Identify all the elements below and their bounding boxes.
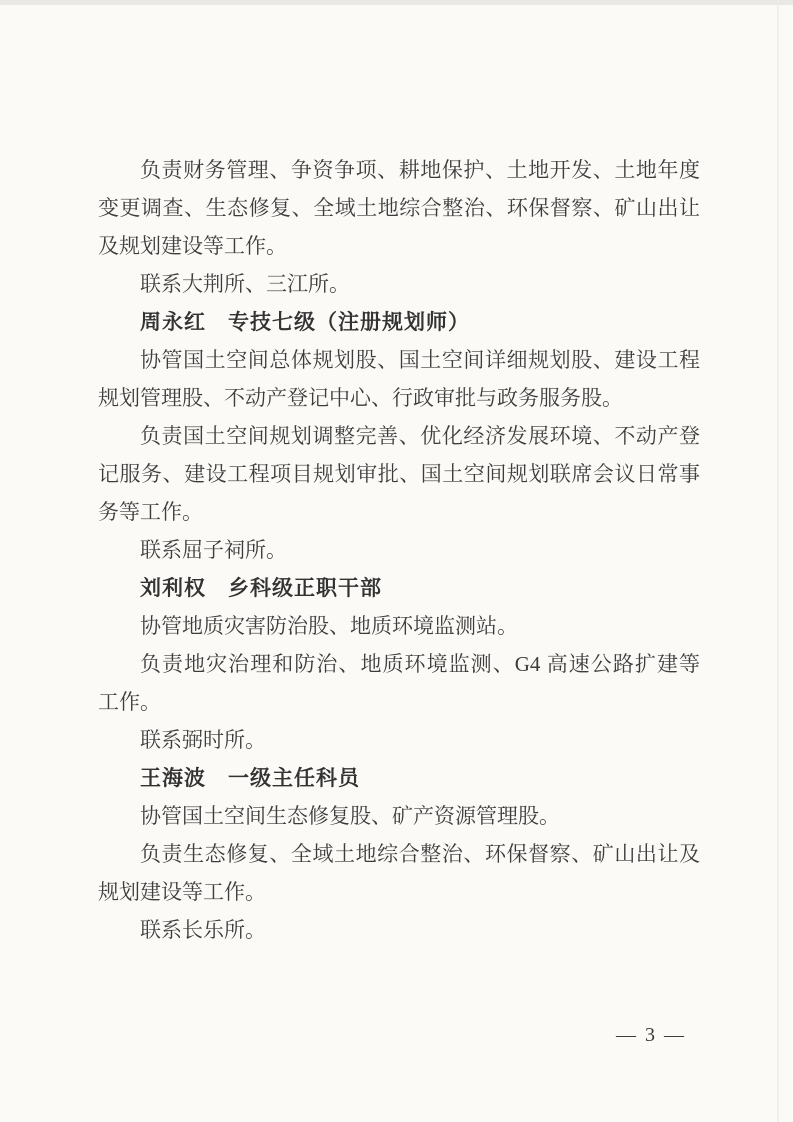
text-line: 负责生态修复、全域土地综合整治、环保督察、矿山出让及: [140, 842, 700, 866]
text-line: 协管地质灾害防治股、地质环境监测站。: [140, 614, 518, 638]
paragraph: [98, 645, 700, 721]
text-line: 协管国土空间总体规划股、国土空间详细规划股、建设工程: [140, 348, 700, 372]
text-line: 负责地灾治理和防治、地质环境监测、G4 高速公路扩建等: [140, 652, 700, 676]
text-line: 及规划建设等工作。: [98, 234, 287, 258]
paragraph: [98, 911, 700, 949]
officer-rank: 一级主任科员: [228, 766, 360, 790]
officer-name: 刘利权: [140, 576, 206, 600]
text-line: 规划建设等工作。: [98, 880, 266, 904]
officer-heading: [98, 569, 700, 607]
officer-heading: [98, 759, 700, 797]
text-line: 联系长乐所。: [140, 918, 266, 942]
officer-heading: [98, 303, 700, 341]
page-number: — 3 —: [616, 1024, 686, 1046]
paragraph: [98, 417, 700, 531]
text-line: 负责国土空间规划调整完善、优化经济发展环境、不动产登: [140, 424, 700, 448]
officer-rank: 专技七级（注册规划师）: [228, 310, 470, 334]
text-line: 工作。: [98, 690, 161, 714]
paragraph: [98, 797, 700, 835]
text-line: 联系屈子祠所。: [140, 538, 287, 562]
officer-rank: 乡科级正职干部: [228, 576, 382, 600]
scan-top-edge-artifact: [0, 0, 793, 5]
paragraph: [98, 531, 700, 569]
paragraph: [98, 265, 700, 303]
officer-name: 周永红: [140, 310, 206, 334]
paragraph: [98, 151, 700, 265]
paragraph: [98, 835, 700, 911]
officer-name: 王海波: [140, 766, 206, 790]
document-body: [98, 151, 700, 949]
scan-right-edge-artifact: [777, 0, 779, 1122]
text-line: 规划管理股、不动产登记中心、行政审批与政务服务股。: [98, 386, 623, 410]
paragraph: [98, 607, 700, 645]
text-line: 负责财务管理、争资争项、耕地保护、土地开发、土地年度: [140, 158, 700, 182]
text-line: 务等工作。: [98, 500, 203, 524]
text-line: 联系大荆所、三江所。: [140, 272, 350, 296]
text-line: 联系弼时所。: [140, 728, 266, 752]
text-line: 协管国土空间生态修复股、矿产资源管理股。: [140, 804, 560, 828]
paragraph: [98, 721, 700, 759]
text-line: 变更调查、生态修复、全域土地综合整治、环保督察、矿山出让: [98, 196, 700, 220]
text-line: 记服务、建设工程项目规划审批、国土空间规划联席会议日常事: [98, 462, 700, 486]
paragraph: [98, 341, 700, 417]
